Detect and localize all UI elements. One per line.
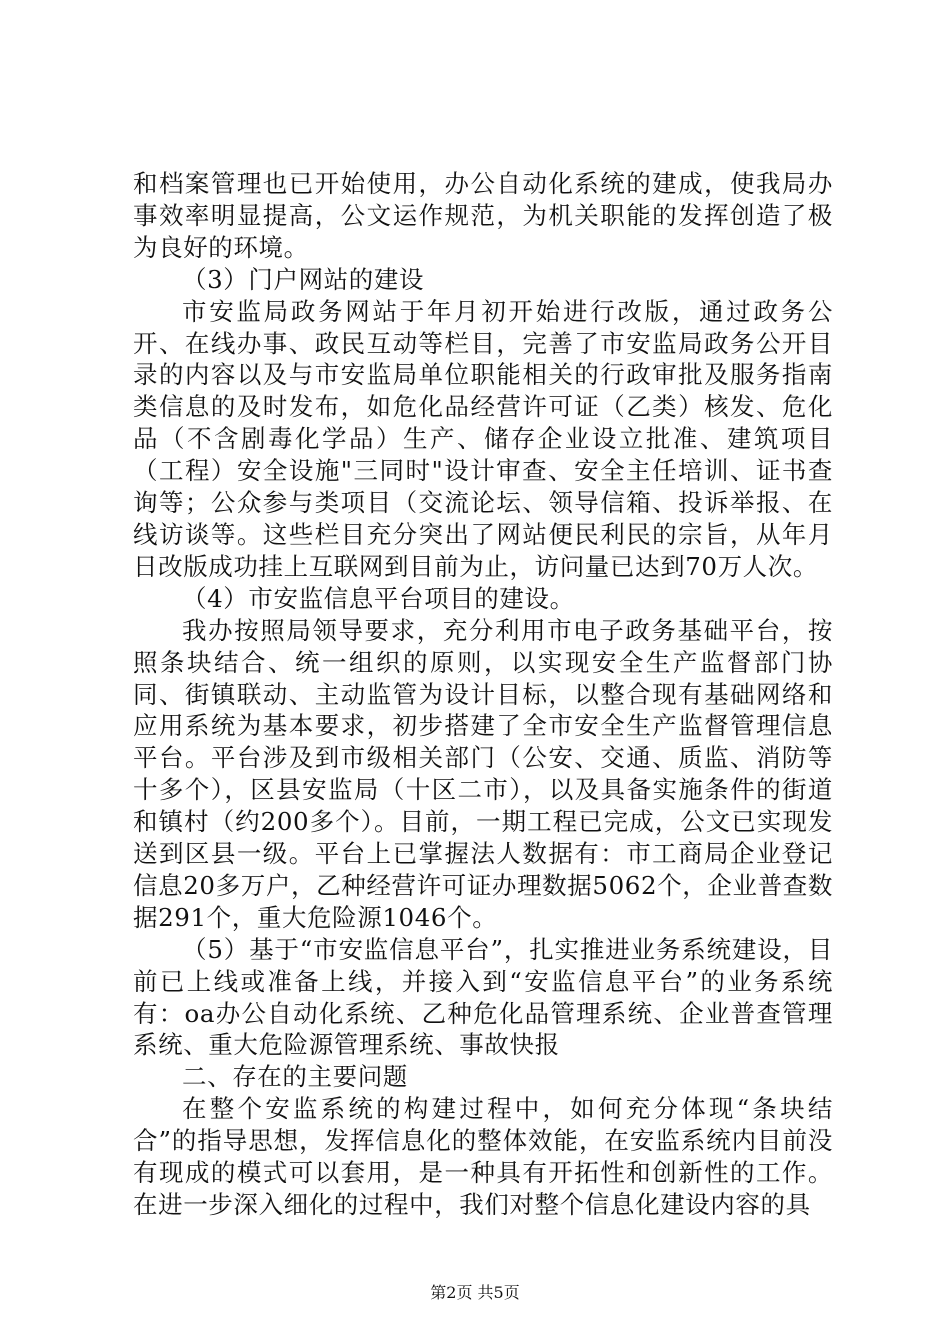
- section-heading-portal: （3）门户网站的建设: [182, 264, 425, 294]
- section-heading-platform: （4）市安监信息平台项目的建设。: [182, 583, 575, 613]
- document-body: [133, 168, 833, 1221]
- paragraph-business-systems: （5）基于“市安监信息平台”，扎实推进业务系统建设，目前已上线或准备上线，并接入到“安监信息平台”的业务系统有：oa办公自动化系统、乙种危化品管理系统、企业普查管理系统、重大危险源管理系统、事故快报: [133, 934, 833, 1060]
- paragraph-continuation: 和档案管理也已开始使用，办公自动化系统的建成，使我局办事效率明显提高，公文运作规范，为机关职能的发挥创造了极为良好的环境。: [133, 169, 833, 262]
- page-footer: 第2页 共5页: [430, 1283, 520, 1302]
- paragraph-problems: 在整个安监系统的构建过程中，如何充分体现“条块结合”的指导思想，发挥信息化的整体效能，在安监系统内目前没有现成的模式可以套用，是一种具有开拓性和创新性的工作。在进一步深入细化的过程中，我们对整个信息化建设内容的具: [133, 1094, 833, 1219]
- paragraph-platform: 我办按照局领导要求，充分利用市电子政务基础平台，按照条块结合、统一组织的原则，以实现安全生产监督部门协同、街镇联动、主动监管为设计目标，以整合现有基础网络和应用系统为基本要求，初步搭建了全市安全生产监督管理信息平台。平台涉及到市级相关部门（公安、交通、质监、消防等十多个），区县安监局（十区二市），以及具备实施条件的街道和镇村（约200多个）。目前，一期工程已完成，公文已实现发送到区县一级。平台上已掌握法人数据有：市工商局企业登记信息20多万户，乙种经营许可证办理数据5062个，企业普查数据291个，重大危险源1046个。: [133, 615, 833, 932]
- section-heading-problems: 二、存在的主要问题: [182, 1062, 408, 1092]
- paragraph-portal: 市安监局政务网站于年月初开始进行改版，通过政务公开、在线办事、政民互动等栏目，完善了市安监局政务公开目录的内容以及与市安监局单位职能相关的行政审批及服务指南类信息的及时发布，如危化品经营许可证（乙类）核发、危化品（不含剧毒化学品）生产、储存企业设立批准、建筑项目（工程）安全设施"三同时"设计审查、安全主任培训、证书查询等；公众参与类项目（交流论坛、领导信箱、投诉举报、在线访谈等。这些栏目充分突出了网站便民利民的宗旨，从年月日改版成功挂上互联网到目前为止，访问量已达到70万人次。: [133, 296, 833, 581]
